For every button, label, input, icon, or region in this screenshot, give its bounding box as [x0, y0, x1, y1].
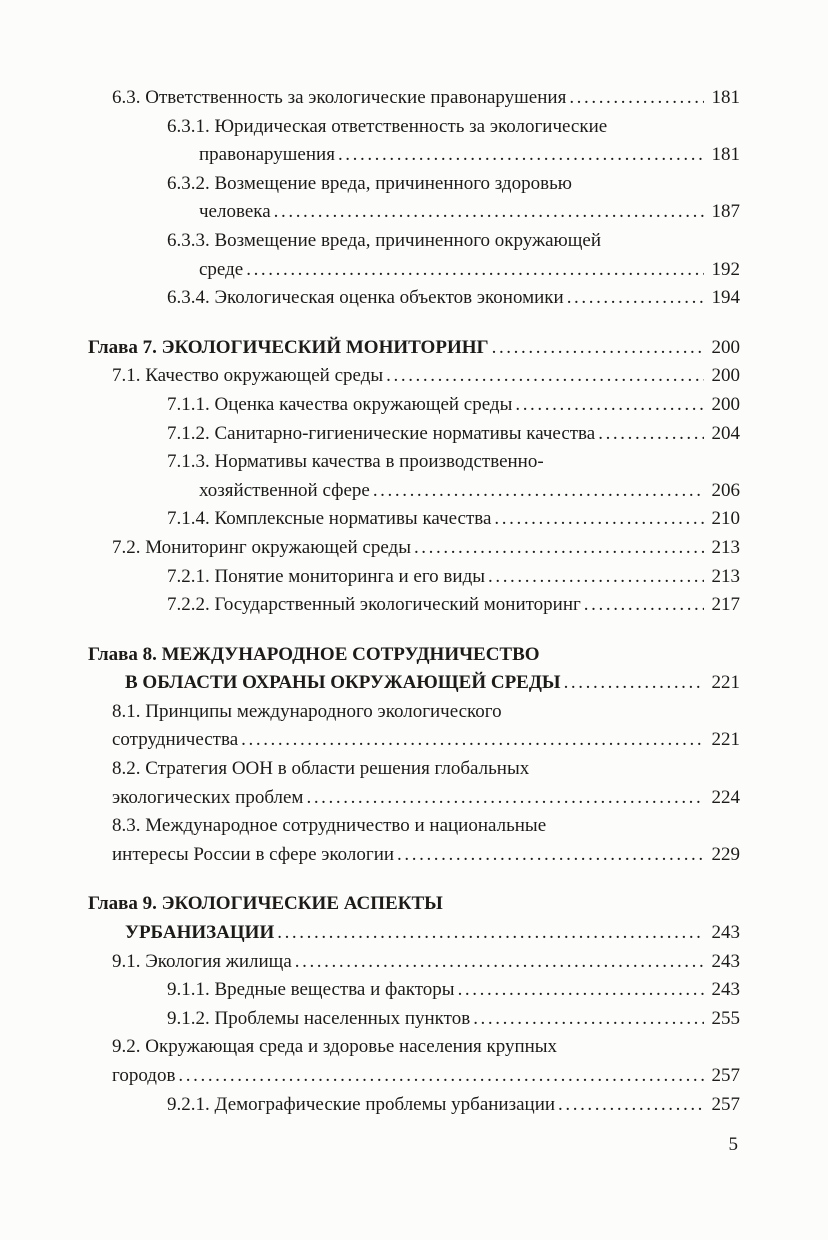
toc-entry-page: 210 — [704, 505, 741, 534]
toc-entry-line — [88, 420, 740, 449]
toc-entry-text: 6.3.2. Возмещение вреда, причиненного здоровью — [167, 172, 572, 194]
toc-entry-text: 7.1.4. Комплексные нормативы качества — [167, 508, 492, 530]
table-of-contents — [88, 84, 740, 1119]
toc-entry-line — [88, 1091, 740, 1120]
toc-entry — [88, 334, 740, 363]
toc-entry-text: В ОБЛАСТИ ОХРАНЫ ОКРУЖАЮЩЕЙ СРЕДЫ — [125, 672, 561, 694]
toc-entry-text: 7.1.1. Оценка качества окружающей среды — [167, 393, 513, 415]
dot-leader — [470, 1008, 740, 1029]
dot-leader — [243, 259, 740, 280]
toc-entry-text: 9.1.2. Проблемы населенных пунктов — [167, 1007, 471, 1029]
toc-entry-page: 213 — [704, 534, 741, 563]
toc-entry-text: 6.3. Ответственность за экологические правонарушения — [112, 87, 567, 108]
toc-entry-text: интересы России в сфере экологии — [112, 843, 395, 865]
toc-entry-line — [88, 784, 740, 813]
toc-entry-line — [88, 726, 740, 755]
toc-entry-line — [88, 755, 740, 784]
toc-entry-text: 6.3.4. Экологическая оценка объектов экономики — [167, 287, 564, 309]
toc-entry — [88, 890, 740, 947]
toc-entry — [88, 591, 740, 620]
toc-entry-page: 224 — [704, 784, 741, 813]
toc-entry-line — [88, 198, 740, 227]
toc-entry-page: 257 — [704, 1091, 741, 1120]
toc-entry-text: 7.2.1. Понятие мониторинга и его виды — [167, 565, 485, 587]
dot-leader — [271, 201, 740, 222]
toc-entry-text: 7.1. Качество окружающей среды — [112, 365, 384, 387]
toc-entry-text: хозяйственной сфере — [199, 479, 370, 501]
toc-entry — [88, 170, 740, 227]
toc-entry-line — [88, 170, 740, 199]
dot-leader — [485, 566, 740, 587]
toc-entry — [88, 812, 740, 869]
toc-entry-line — [88, 1033, 740, 1062]
toc-entry-text: Глава 7. ЭКОЛОГИЧЕСКИЙ МОНИТОРИНГ — [88, 336, 489, 358]
toc-entry-page: 206 — [704, 477, 741, 506]
dot-leader — [394, 844, 740, 865]
toc-entry — [88, 391, 740, 420]
dot-leader — [383, 365, 740, 386]
toc-entry-text: экологических проблем — [112, 786, 304, 808]
toc-entry-line — [88, 948, 740, 977]
toc-entry-page: 255 — [704, 1005, 741, 1034]
toc-entry-line — [88, 334, 740, 363]
toc-entry — [88, 362, 740, 391]
toc-entry-text: УРБАНИЗАЦИИ — [125, 922, 275, 944]
toc-entry-text: городов — [112, 1065, 176, 1086]
toc-entry-line — [88, 976, 740, 1005]
toc-entry-page: 192 — [704, 256, 741, 285]
dot-leader — [455, 979, 740, 1000]
toc-entry-line — [88, 1005, 740, 1034]
toc-entry-text: 9.2.1. Демографические проблемы урбанизации — [167, 1093, 556, 1115]
toc-entry-page: 194 — [704, 284, 741, 313]
dot-leader — [370, 480, 740, 501]
toc-entry-page: 187 — [704, 198, 741, 227]
toc-entry-page: 221 — [704, 669, 741, 698]
toc-entry-page: 200 — [704, 391, 741, 420]
dot-leader — [489, 337, 740, 358]
toc-entry-line — [88, 812, 740, 841]
toc-entry-line — [88, 890, 740, 919]
toc-entry — [88, 1005, 740, 1034]
toc-entry-text: 6.3.1. Юридическая ответственность за экологические — [167, 115, 608, 137]
toc-entry-text: 9.1.1. Вредные вещества и факторы — [167, 979, 455, 1001]
toc-entry-line — [88, 641, 740, 670]
toc-entry-line — [88, 1062, 740, 1091]
toc-entry-text: 7.2.2. Государственный экологический мониторинг — [167, 594, 581, 616]
toc-entry-page: 243 — [704, 976, 741, 1005]
toc-entry-line — [88, 141, 740, 170]
dot-leader — [411, 537, 740, 558]
dot-leader — [274, 922, 740, 943]
toc-entry — [88, 1033, 740, 1090]
toc-entry — [88, 563, 740, 592]
toc-entry — [88, 284, 740, 313]
toc-entry-page: 221 — [704, 726, 741, 755]
toc-entry-text: сотрудничества — [112, 729, 239, 751]
toc-entry-text: 8.2. Стратегия ООН в области решения глобальных — [112, 758, 530, 780]
toc-entry-line — [88, 391, 740, 420]
dot-leader — [238, 729, 740, 750]
toc-entry-page: 181 — [704, 84, 741, 113]
toc-entry-line — [88, 113, 740, 142]
toc-entry-text: 7.1.3. Нормативы качества в производственно- — [167, 451, 544, 473]
toc-entry — [88, 1091, 740, 1120]
toc-entry-page: 243 — [704, 919, 741, 948]
toc-entry-line — [88, 669, 740, 698]
toc-entry-line — [88, 284, 740, 313]
toc-entry-page: 204 — [704, 420, 741, 449]
toc-entry-line — [88, 362, 740, 391]
toc-entry — [88, 113, 740, 170]
toc-entry — [88, 698, 740, 755]
dot-leader — [175, 1065, 740, 1086]
toc-entry-text: 9.1. Экология жилища — [112, 950, 292, 972]
toc-entry-page: 217 — [704, 591, 741, 620]
toc-entry — [88, 976, 740, 1005]
toc-entry-line — [88, 477, 740, 506]
toc-entry-line — [88, 919, 740, 948]
toc-entry-text: Глава 9. ЭКОЛОГИЧЕСКИЕ АСПЕКТЫ — [88, 893, 443, 915]
toc-entry — [88, 755, 740, 812]
toc-entry-text: 8.1. Принципы международного экологического — [112, 700, 502, 722]
toc-entry-page: 213 — [704, 563, 741, 592]
toc-entry-page: 200 — [704, 362, 741, 391]
toc-entry — [88, 448, 740, 505]
toc-entry-line — [88, 256, 740, 285]
toc-entry-page: 257 — [704, 1062, 741, 1091]
dot-leader — [303, 787, 740, 808]
toc-entry-line — [88, 841, 740, 870]
toc-entry — [88, 227, 740, 284]
dot-leader — [335, 144, 740, 165]
toc-entry-line — [88, 227, 740, 256]
toc-entry — [88, 948, 740, 977]
toc-entry-line — [88, 591, 740, 620]
toc-entry-text: 9.2. Окружающая среда и здоровье населения крупных — [112, 1036, 558, 1058]
toc-entry-text: 6.3.3. Возмещение вреда, причиненного окружающей — [167, 229, 601, 251]
toc-entry — [88, 420, 740, 449]
toc-entry-line — [88, 505, 740, 534]
toc-entry-line — [88, 698, 740, 727]
toc-entry-text: 8.3. Международное сотрудничество и национальные — [112, 815, 547, 837]
toc-entry-text: 7.2. Мониторинг окружающей среды — [112, 536, 411, 558]
toc-entry — [88, 84, 740, 113]
toc-entry-page: 243 — [704, 948, 741, 977]
toc-entry — [88, 534, 740, 563]
toc-entry — [88, 641, 740, 698]
toc-entry-page: 229 — [704, 841, 741, 870]
toc-entry-text: среде — [199, 258, 244, 280]
toc-entry-text: Глава 8. МЕЖДУНАРОДНОЕ СОТРУДНИЧЕСТВО — [88, 643, 540, 665]
toc-entry-page: 181 — [704, 141, 741, 170]
toc-entry-text: правонарушения — [199, 144, 335, 166]
toc-entry-text: человека — [199, 201, 271, 223]
toc-entry — [88, 505, 740, 534]
dot-leader — [292, 951, 740, 972]
page-number: 5 — [728, 1134, 738, 1155]
toc-entry-line — [88, 563, 740, 592]
toc-entry-line — [88, 534, 740, 563]
toc-entry-line — [88, 84, 740, 113]
toc-entry-text: 7.1.2. Санитарно-гигиенические нормативы качества — [167, 422, 596, 444]
toc-entry-page: 200 — [704, 334, 741, 363]
toc-entry-line — [88, 448, 740, 477]
